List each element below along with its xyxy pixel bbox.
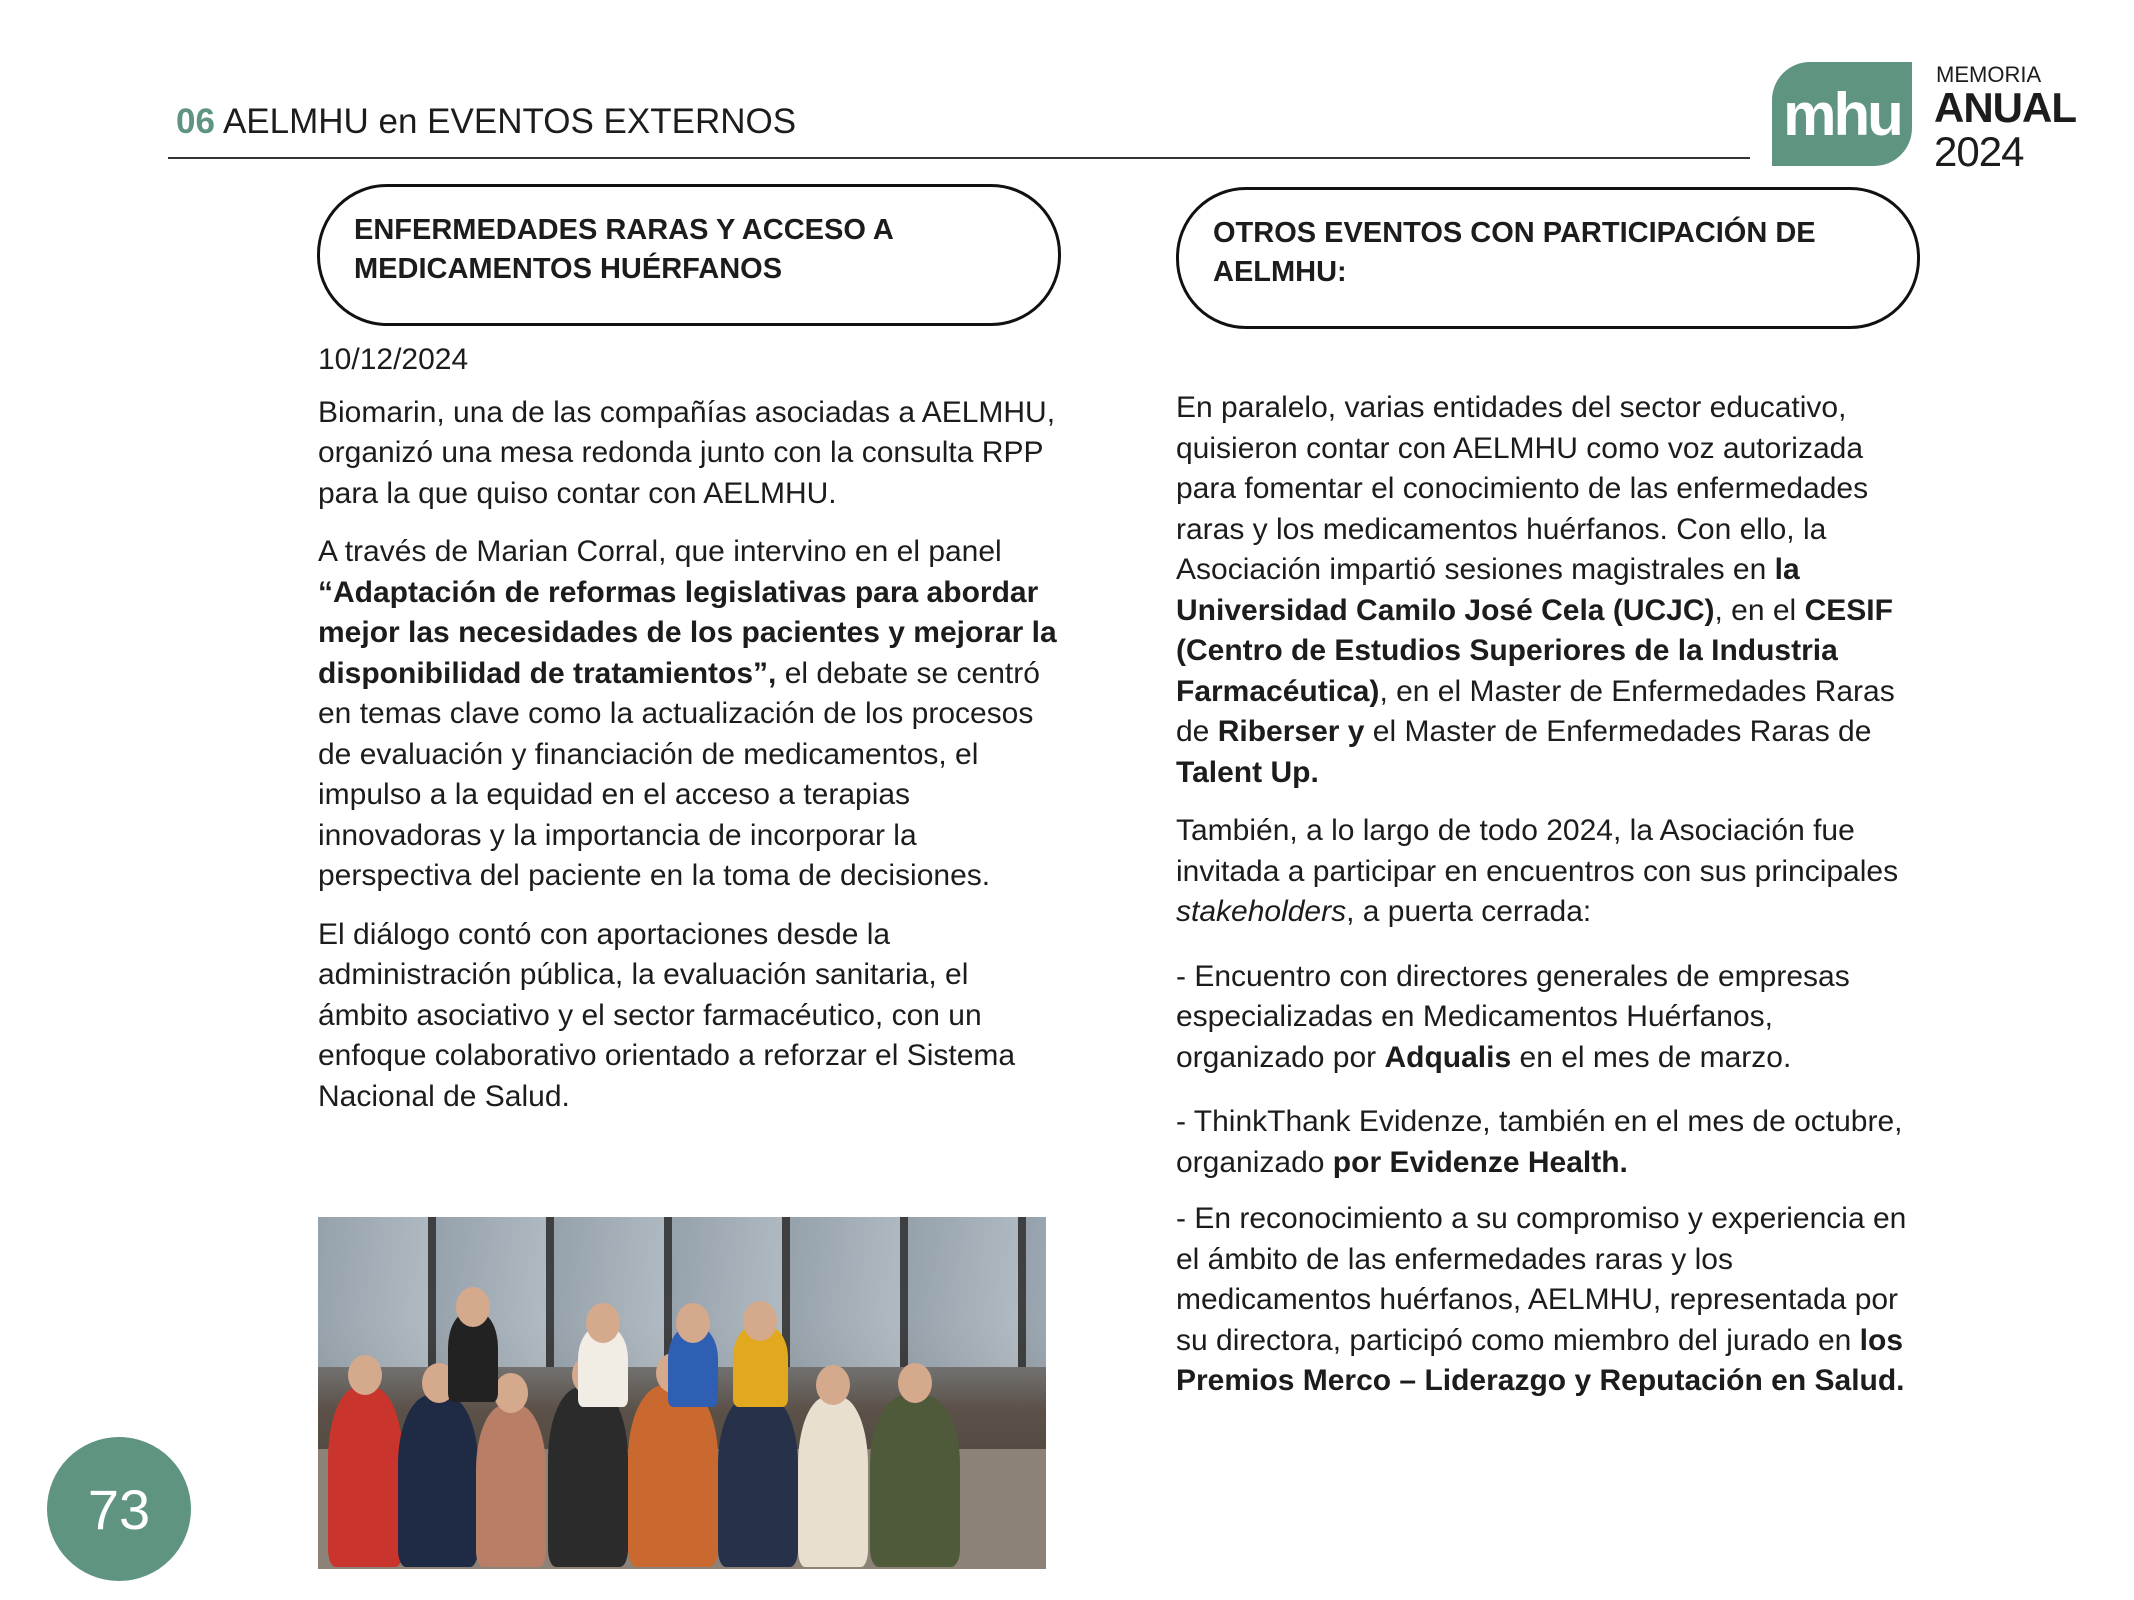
- bullet2-text-a: - ThinkThank Evidenze, también en el mes de octubre, organizado: [1176, 1105, 1903, 1179]
- memoria-label: MEMORIA: [1936, 62, 2042, 87]
- photo-person-head: [898, 1363, 932, 1403]
- photo-person-head: [456, 1287, 490, 1327]
- event-group-photo: [318, 1217, 1046, 1569]
- bullet-adqualis: [1176, 957, 1916, 1079]
- section-title: [176, 102, 796, 142]
- bullet1-text-b: en el mes de marzo.: [1511, 1040, 1792, 1074]
- left-heading-line2: MEDICAMENTOS HUÉRFANOS: [354, 253, 783, 285]
- photo-person-head: [676, 1303, 710, 1343]
- riberser-name: Riberser y: [1217, 715, 1365, 748]
- photo-person: [718, 1395, 798, 1567]
- photo-person: [870, 1395, 960, 1567]
- photo-person: [476, 1405, 546, 1567]
- right-p1-text-a: En paralelo, varias entidades del sector educativo, quisieron contar con AELMHU como voz autorizada para fomentar el conocimiento de las enfermedades raras y los medicamentos huérfanos. Con ello, la Asociación impartió sesiones magistrales en: [1176, 391, 1869, 586]
- right-heading-line2: AELMHU:: [1213, 256, 1347, 288]
- section-title-text: AELMHU en EVENTOS EXTERNOS: [222, 102, 797, 141]
- left-section-heading: [317, 184, 1061, 326]
- photo-person: [548, 1387, 628, 1567]
- right-heading-line1: OTROS EVENTOS CON PARTICIPACIÓN DE: [1213, 217, 1816, 249]
- aelmhu-logo: [1772, 62, 1912, 166]
- page-number-badge: [47, 1437, 191, 1581]
- photo-person-head: [494, 1373, 528, 1413]
- photo-person: [328, 1387, 403, 1567]
- left-paragraph-2: [318, 532, 1058, 897]
- merco-awards-name: los Premios Merco – Liderazgo y Reputación en Salud.: [1176, 1323, 1905, 1397]
- photo-person-head: [586, 1303, 620, 1343]
- bullet1-text-a: - Encuentro con directores generales de empresas especializadas en Medicamentos Huérfanos, organizado por: [1176, 959, 1850, 1074]
- stakeholders-italic: stakeholders: [1176, 895, 1347, 928]
- event-date: 10/12/2024: [318, 343, 469, 376]
- left-paragraph-3: El diálogo contó con aportaciones desde la administración pública, la evaluación sanitaria, el ámbito asociativo y el sector farmacéutico, con un enfoque colaborativo orientado a reforzar el Sistema Nacional de Salud.: [318, 917, 1016, 1113]
- left-column: [318, 340, 1058, 1135]
- right-paragraph-2: [1176, 811, 1916, 933]
- right-p2-text-b: , a puerta cerrada:: [1346, 895, 1592, 928]
- left-paragraph-1: Biomarin, una de las compañías asociadas a AELMHU, organizó una mesa redonda junto con la consulta RPP para la que quiso contar con AELMHU.: [318, 395, 1056, 510]
- bullet3-text-a: - En reconocimiento a su compromiso y experiencia en el ámbito de las enfermedades raras y los medicamentos huérfanos, AELMHU, representada por su directora, participó como miembro del jurado en: [1176, 1202, 1907, 1357]
- right-p1-text-c: , en el: [1714, 593, 1805, 627]
- right-p1-text-e: el Master de Enfermedades Raras de: [1364, 715, 1872, 748]
- year-label: 2024: [1934, 128, 2024, 175]
- photo-person: [628, 1385, 718, 1567]
- photo-person: [398, 1395, 478, 1567]
- logo-text: mhu: [1783, 80, 1901, 148]
- photo-person-head: [816, 1365, 850, 1405]
- right-section-heading: [1176, 187, 1920, 329]
- evidenze-name: por Evidenze Health.: [1332, 1145, 1628, 1179]
- photo-person: [798, 1397, 868, 1567]
- photo-person-head: [743, 1301, 777, 1341]
- right-paragraph-1: [1176, 388, 1916, 793]
- p2-text-b: el debate se centró en temas clave como la actualización de los procesos de evaluación y financiación de medicamentos, el impulso a la equidad en el acceso a terapias innovadoras y la importancia de incorporar la perspectiva del paciente en la toma de decisiones.: [318, 656, 1040, 892]
- header-divider: [168, 157, 1750, 159]
- ucjc-name: la Universidad Camilo José Cela (UCJC): [1176, 553, 1800, 627]
- cesif-name: CESIF (Centro de Estudios Superiores de la Industria Farmacéutica): [1176, 593, 1893, 708]
- bullet-evidenze: [1176, 1102, 1916, 1183]
- talent-up-name: Talent Up.: [1176, 755, 1319, 789]
- section-number: 06: [176, 102, 215, 141]
- panel-title: “Adaptación de reformas legislativas para abordar mejor las necesidades de los pacientes y mejorar la disponibilidad de tratamientos”,: [318, 575, 1057, 690]
- anual-label: ANUAL: [1934, 84, 2076, 131]
- p2-text-a: A través de Marian Corral, que intervino en el panel: [318, 535, 1002, 568]
- adqualis-name: Adqualis: [1384, 1040, 1512, 1074]
- right-p1-text-d: , en el Master de Enfermedades Raras de: [1176, 674, 1895, 748]
- bullet-merco: [1176, 1199, 1916, 1402]
- left-heading-line1: ENFERMEDADES RARAS Y ACCESO A: [354, 214, 894, 246]
- photo-person-head: [348, 1355, 382, 1395]
- right-p2-text-a: También, a lo largo de todo 2024, la Asociación fue invitada a participar en encuentros con sus principales: [1176, 814, 1899, 888]
- page-number: 73: [87, 1477, 151, 1541]
- right-column: [1176, 388, 1916, 1426]
